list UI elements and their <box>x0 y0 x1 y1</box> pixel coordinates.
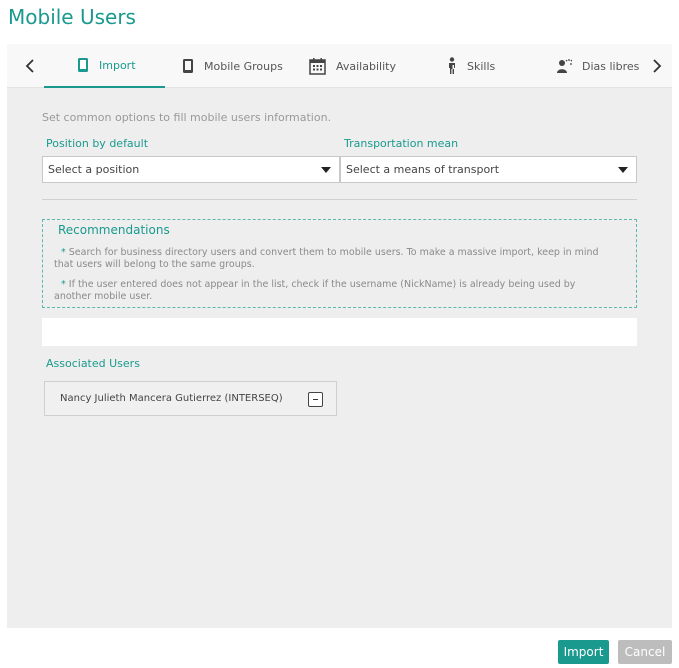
tab-import[interactable] <box>44 44 165 88</box>
scroll-right-arrow[interactable] <box>642 44 672 88</box>
mobile-group-icon <box>182 58 194 74</box>
chevron-right-icon <box>652 59 662 73</box>
tab-bar <box>7 44 672 88</box>
recommendation-item <box>54 279 624 291</box>
position-label: Position by default <box>46 137 149 150</box>
tab-availability[interactable] <box>309 44 396 88</box>
divider <box>42 199 637 200</box>
import-button[interactable]: Import <box>558 640 609 664</box>
tab-label: Dias libres <box>582 59 640 73</box>
tab-label: Import <box>99 58 136 72</box>
bullet-star: * <box>61 247 66 258</box>
tab-mobile-groups[interactable] <box>182 44 283 88</box>
associated-user-name: Nancy Julieth Mancera Gutierrez (INTERSEQ) <box>60 393 283 404</box>
tab-label: Mobile Groups <box>204 59 283 73</box>
remove-user-button[interactable] <box>308 392 323 407</box>
person-sun-icon <box>556 58 572 74</box>
dropdown-caret-icon <box>321 167 331 173</box>
recommendations-box <box>42 219 637 308</box>
mobile-phone-icon <box>77 57 89 73</box>
tab-label: Skills <box>467 59 496 73</box>
associated-user-item <box>44 381 337 416</box>
transport-select[interactable] <box>340 156 637 183</box>
dropdown-caret-icon <box>618 167 628 173</box>
page-title: Mobile Users <box>8 5 136 29</box>
main-panel <box>7 44 672 628</box>
calendar-icon <box>309 58 326 75</box>
tab-dias-libres[interactable] <box>556 44 639 88</box>
tab-skills[interactable] <box>447 44 495 88</box>
recommendation-text: Search for business directory users and convert them to mobile users. To make a massive import, keep in mind <box>68 247 599 258</box>
minus-icon <box>313 399 318 401</box>
tab-label: Availability <box>336 59 396 73</box>
recommendation-text-continued: another mobile user. <box>54 291 153 302</box>
recommendation-text: If the user entered does not appear in the list, check if the username (NickName) is already being used by <box>68 279 576 290</box>
recommendations-title: Recommendations <box>58 223 170 237</box>
position-select-value: Select a position <box>48 163 140 176</box>
recommendation-text-continued: that users will belong to the same groups. <box>54 259 255 270</box>
cancel-button[interactable]: Cancel <box>618 640 672 664</box>
user-search-area[interactable] <box>42 318 637 346</box>
chevron-left-icon <box>25 59 35 73</box>
scroll-left-arrow[interactable] <box>15 44 45 88</box>
position-select[interactable] <box>42 156 340 183</box>
transport-select-value: Select a means of transport <box>346 163 500 176</box>
bullet-star: * <box>61 279 66 290</box>
recommendation-item <box>54 247 624 259</box>
person-skills-icon <box>447 57 457 75</box>
intro-text: Set common options to fill mobile users information. <box>42 111 332 124</box>
transport-label: Transportation mean <box>344 137 459 150</box>
associated-users-label: Associated Users <box>46 357 140 370</box>
